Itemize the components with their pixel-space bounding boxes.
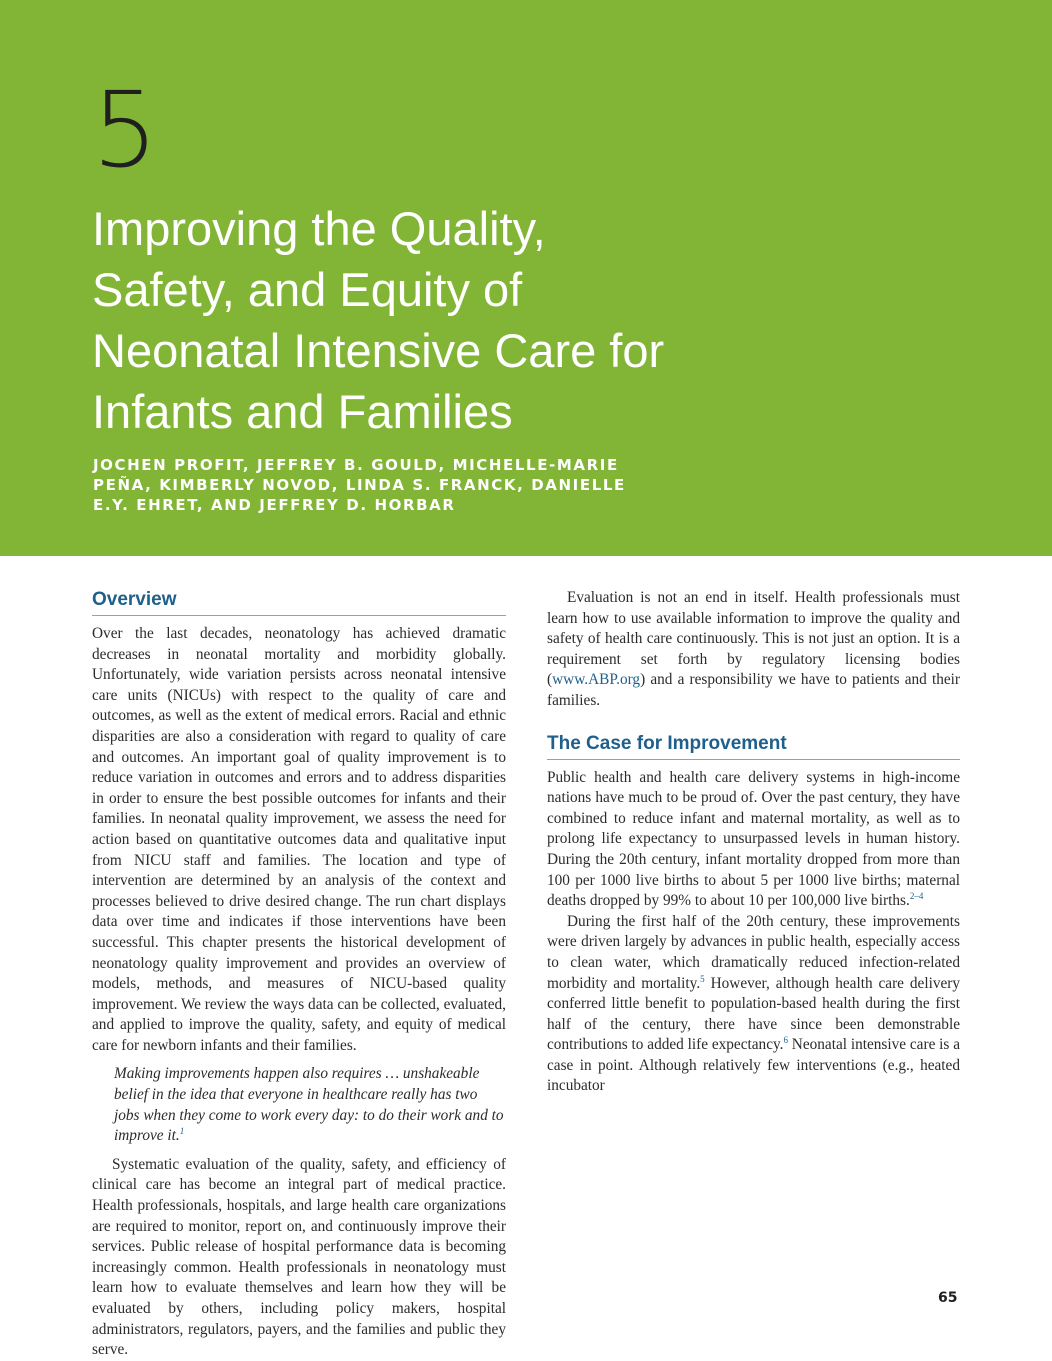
- author-line: PEÑA, KIMBERLY NOVOD, LINDA S. FRANCK, DANIELLE: [93, 476, 626, 494]
- case-paragraph: [547, 768, 960, 912]
- chapter-title-line: Infants and Families: [92, 385, 513, 438]
- para-text: Neonatal intensive care is a case in point. Although relatively few interventions (e.g., heated incubator: [547, 1036, 961, 1095]
- right-column: [547, 588, 960, 1097]
- case-heading: The Case for Improvement: [547, 732, 960, 760]
- para-text: During the first half of the 20th century, these improvements were driven largely by advances in public health, especially access to clean water, which dramatically reduced infection-related morbidity and mortality.: [547, 912, 960, 992]
- author-line: E.Y. EHRET, AND JEFFREY D. HORBAR: [93, 496, 456, 514]
- chapter-banner: [0, 0, 1052, 556]
- evaluation-paragraph-2: [547, 588, 960, 712]
- overview-heading: Overview: [92, 588, 506, 616]
- evaluation-paragraph: Systematic evaluation of the quality, safety, and efficiency of clinical care has become an integral part of medical practice. Health professionals, hospitals, and large health care organizations are required to monitor, report on, and continuously improve their services. Public release of hospital performance data is becoming increasingly common. Health professionals in neonatology must learn how to evaluate themselves and learn how they will be evaluated by others, including policy makers, hospital administrators, regulators, payers, and the families and public they serve.: [92, 1155, 506, 1359]
- overview-paragraph: Over the last decades, neonatology has achieved dramatic decreases in neonatal mortality and morbidity globally. Unfortunately, wide variation persists across neonatal intensive care units (NICUs) with respect to the quality of care and outcomes, as well as the extent of medical errors. Racial and ethnic disparities are also a consideration with regard to quality of care and outcomes. An important goal of quality improvement is to reduce variation in outcomes and errors and to address disparities in order to ensure the best possible outcomes for infants and their families. In neonatal quality improvement, we assess the need for action based on quantitative outcomes data and qualitative input from NICU staff and families. The location and type of intervention are determined by an analysis of the context and processes believed to drive desired change. The run chart displays data over time and indicates if those interventions have been successful. This chapter presents the historical development of neonatology quality improvement and provides an overview of models, methods, and measures of NICU-based quality improvement. We review the ways data can be collected, evaluated, and applied to improve the quality, safety, and equity of medical care for newborn infants and their families.: [92, 625, 506, 1054]
- abp-link[interactable]: www.ABP.org: [552, 671, 641, 689]
- reference[interactable]: 2–4: [909, 891, 924, 902]
- reference[interactable]: 5: [700, 973, 705, 984]
- reference[interactable]: 6: [783, 1035, 788, 1046]
- author-line: JOCHEN PROFIT, JEFFREY B. GOULD, MICHELLE-MARIE: [93, 456, 619, 474]
- chapter-title-line: Improving the Quality,: [92, 202, 546, 255]
- chapter-title-line: Safety, and Equity of: [92, 263, 523, 316]
- case-paragraph-2: [547, 912, 960, 1097]
- para-text: However, although health care delivery conferred little benefit to population-based health during the first half of the century, there have since been demonstrable contributions to added life expectancy.: [547, 974, 961, 1054]
- chapter-title: [92, 198, 852, 442]
- para-text: Evaluation is not an end in itself. Health professionals must learn how to use available information to improve the quality and safety of health care continuously. This is not just an option. It is a requirement set forth by regulatory licensing bodies (: [547, 589, 960, 689]
- para-text: ) and a responsibility we have to patients and their families.: [547, 671, 960, 709]
- quote-reference[interactable]: 1: [179, 1126, 185, 1137]
- left-column: [92, 588, 506, 1361]
- chapter-number: 5: [92, 69, 157, 191]
- author-list: [93, 455, 793, 515]
- para-text: Public health and health care delivery systems in high-income nations have much to be proud of. Over the past century, they have combined to reduce infant and maternal mortality, as well as to prolong life expectancy to unsurpassed levels in human history. During the 20th century, infant mortality dropped from more than 100 per 1000 live births to about 5 per 1000 live births; maternal deaths dropped by 99% to about 10 per 100,000 live births.: [547, 768, 960, 910]
- chapter-title-line: Neonatal Intensive Care for: [92, 324, 665, 377]
- page-number: 65: [938, 1290, 958, 1306]
- epigraph-quote: [114, 1064, 506, 1146]
- quote-text: Making improvements happen also requires … unshakeable belief in the idea that everyone in healthcare really has two jobs when they come to work every day: to do their work and to improve it.: [114, 1065, 504, 1145]
